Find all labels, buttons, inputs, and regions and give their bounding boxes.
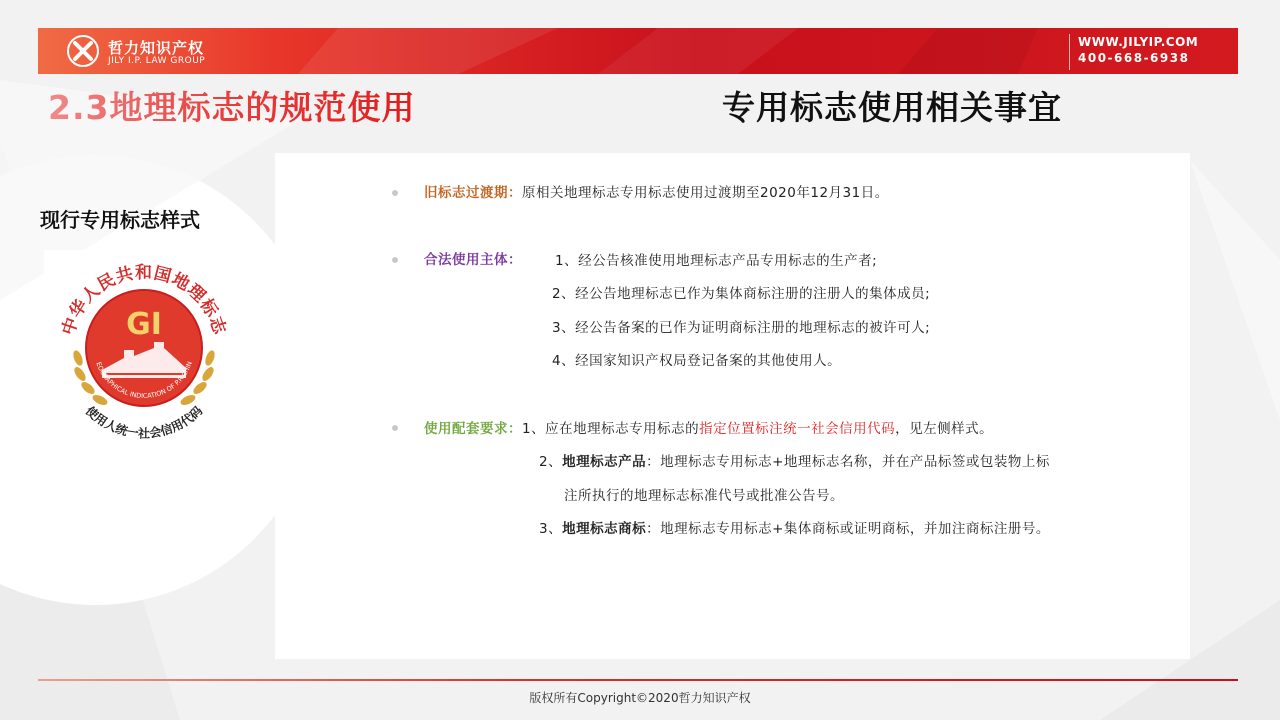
emblem-arc-text: 中华人民共和国地理标志: [58, 263, 230, 338]
emblem-gi-text: GI: [126, 307, 162, 342]
requirement-1-tail: ，见左侧样式。: [895, 421, 994, 437]
subject-item-2: 2、经公告地理标志已作为集体商标注册的注册人的集体成员;: [552, 286, 931, 302]
logo-mark-icon: [66, 34, 100, 68]
bullet-dot: [392, 425, 398, 431]
section-title: 2.3地理标志的规范使用: [48, 82, 415, 129]
bullet-dot: [392, 257, 398, 263]
gi-emblem-icon: [44, 250, 244, 452]
subject-item-1: 1、经公告核准使用地理标志产品专用标志的生产者;: [555, 253, 878, 269]
requirement-3-number: 3、: [539, 521, 563, 537]
requirement-3-text: ：地理标志专用标志+集体商标或证明商标，并加注商标注册号。: [646, 521, 1050, 537]
subject-item-4: 4、经国家知识产权局登记备案的其他使用人。: [552, 353, 842, 369]
emblem-caption: 现行专用标志样式: [40, 208, 200, 232]
requirements-label: 使用配套要求：: [424, 421, 522, 437]
svg-text:使用人统一社会信用代码: [83, 403, 205, 441]
content-panel: [275, 153, 1190, 659]
company-logo[interactable]: [66, 34, 286, 70]
page-heading: 专用标志使用相关事宜: [722, 88, 1062, 127]
requirement-2-term: 地理标志产品: [562, 454, 647, 470]
footer-divider: [38, 679, 1238, 681]
requirement-item-3: [539, 519, 1050, 539]
requirement-item-2: [539, 452, 1050, 472]
gi-emblem-card: [44, 250, 244, 452]
subject-item-3: 3、经公告备案的已作为证明商标注册的地理标志的被许可人;: [552, 320, 931, 336]
subjects-label: 合法使用主体：: [424, 252, 522, 268]
requirement-item-1: [424, 419, 993, 439]
bullet-dot: [392, 190, 398, 196]
logo-english-name: JILY I.P. LAW GROUP: [108, 56, 206, 66]
transition-text: 原相关地理标志专用标志使用过渡期至2020年12月31日。: [522, 185, 889, 201]
header-banner: [38, 28, 1238, 74]
contact-info: [1069, 34, 1208, 70]
emblem-english-text: EOGRAPHICAL INDICATION OF P.R.CHIN: [94, 360, 194, 401]
footer-copyright: 版权所有Copyright©2020哲力知识产权: [529, 691, 751, 705]
requirement-item-2-continued: 注所执行的地理标志标准代号或批准公告号。: [564, 488, 844, 504]
transition-line: [424, 183, 889, 203]
website-link[interactable]: WWW.JILYIP.COM: [1078, 35, 1199, 49]
requirement-2-number: 2、: [539, 454, 563, 470]
emblem-bottom-text: 使用人统一社会信用代码: [82, 403, 206, 441]
transition-label: 旧标志过渡期：: [424, 185, 522, 201]
requirement-2-text: ：地理标志专用标志+地理标志名称，并在产品标签或包装物上标: [646, 454, 1050, 470]
logo-chinese-name: 哲力知识产权: [108, 39, 205, 57]
requirement-1-highlight: 指定位置标注统一社会信用代码: [699, 421, 896, 437]
requirement-3-term: 地理标志商标: [562, 521, 647, 537]
phone-number: 400-668-6938: [1078, 51, 1190, 65]
requirement-1-text: 1、应在地理标志专用标志的: [522, 421, 700, 437]
